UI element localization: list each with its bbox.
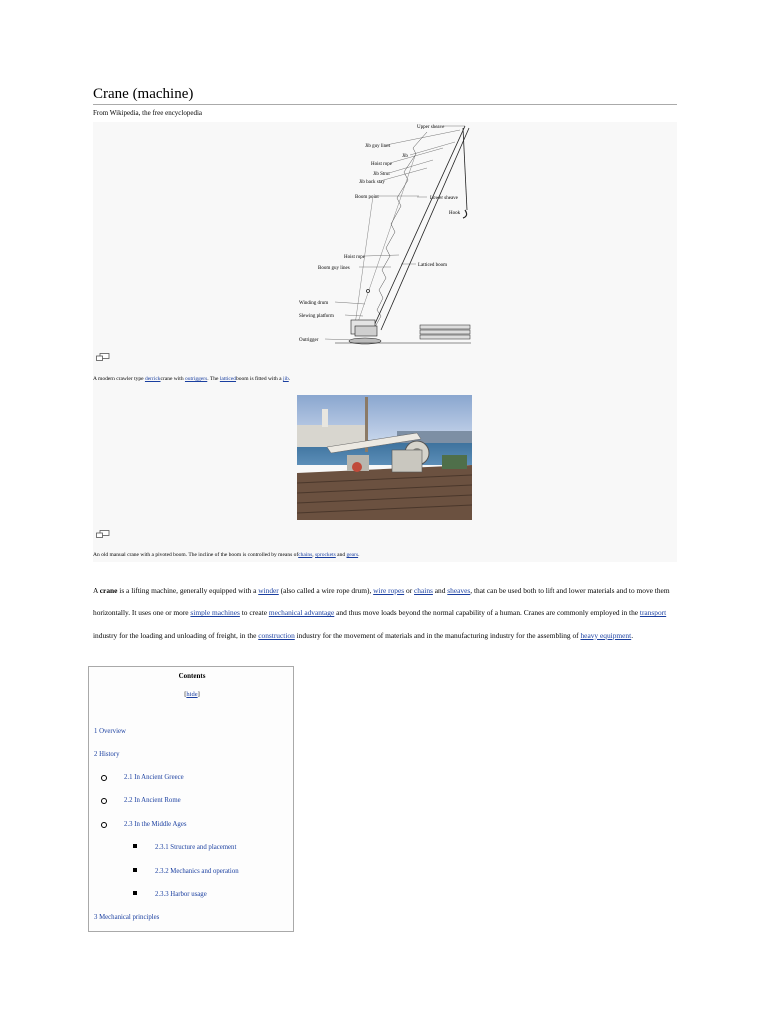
toc-hide-toggle: [hide] <box>184 691 200 698</box>
toc-item[interactable]: 2.3 In the Middle Ages <box>124 821 187 828</box>
link-chains-body[interactable]: chains <box>414 586 433 595</box>
diagram-label: Slewing platform <box>299 314 334 319</box>
diagram-label: Boom point <box>355 195 379 200</box>
diagram-label: Outrigger <box>299 338 319 343</box>
link-heavy-equipment[interactable]: heavy equipment <box>580 630 632 640</box>
diagram-label: Jib guy lines <box>365 144 391 149</box>
toc-item[interactable]: 2.1 In Ancient Greece <box>124 774 184 781</box>
link-wire-ropes[interactable]: wire ropes <box>373 586 405 595</box>
toc-item[interactable]: 2.3.3 Harbor usage <box>155 891 207 898</box>
diagram-label: Hoist rope <box>371 162 392 167</box>
bullet-square-icon <box>133 868 137 872</box>
link-jib[interactable]: jib <box>282 376 289 382</box>
intro-paragraph: A crane is a lifting machine, generally equipped with a winder (also called a wire rope drum), wire ropes or chains and sheaves, that can be used both to lift and lower materials and to move them horizontally. It uses one or more simple machines to create mechanical advantage and thus move loads beyond the normal capability of a human. Cranes are commonly employed in the transport industry for the loading and unloading of freight, in the construction industry for the movement of materials and in the manufacturing industry for the assembling of heavy equipment. <box>93 586 670 640</box>
crane-diagram <box>295 120 485 350</box>
diagram-label: Lower sheave <box>430 196 458 201</box>
diagram-label: Winding drum <box>299 301 329 306</box>
link-winder[interactable]: winder <box>258 586 279 595</box>
link-simple-machines[interactable]: simple machines <box>190 608 240 618</box>
link-latticed[interactable]: latticed <box>219 376 237 382</box>
diagram-label: Upper sheave <box>417 125 445 130</box>
toc-item[interactable]: 2 History <box>94 751 120 758</box>
diagram-label: Jib Strut <box>373 172 390 177</box>
bullet-square-icon <box>133 844 137 848</box>
page-title: Crane (machine) <box>93 86 194 102</box>
figure-caption-1: A modern crawler type derrickcrane with outriggers. The latticedboom is fitted with a jib. <box>93 376 291 382</box>
diagram-label: Boom guy lines <box>318 266 350 271</box>
toc-item[interactable]: 3 Mechanical principles <box>94 914 160 921</box>
link-sprockets[interactable]: sprockets <box>315 552 336 558</box>
link-sheaves[interactable]: sheaves <box>447 586 471 595</box>
magnify-clip-icon[interactable] <box>96 530 110 538</box>
diagram-label: Hook <box>449 211 461 216</box>
title-divider <box>93 104 677 105</box>
diagram-label: Jib back stay <box>359 180 385 185</box>
bullet-circle-icon <box>101 775 107 781</box>
link-derrick[interactable]: derrick <box>144 376 161 382</box>
toc-item[interactable]: 2.2 In Ancient Rome <box>124 797 181 804</box>
magnify-clip-icon[interactable] <box>96 353 110 361</box>
toc-hide-link[interactable]: hide <box>186 691 198 698</box>
table-of-contents <box>88 666 294 932</box>
diagram-label: Hoist rope <box>344 255 365 260</box>
page-subtitle: From Wikipedia, the free encyclopedia <box>93 109 203 117</box>
bullet-circle-icon <box>101 822 107 828</box>
toc-item[interactable]: 1 Overview <box>94 728 126 735</box>
crane-photo[interactable] <box>297 395 472 520</box>
link-outriggers[interactable]: outriggers <box>184 376 208 382</box>
term-crane: crane <box>99 586 118 595</box>
diagram-label: Jib <box>402 154 408 159</box>
bullet-circle-icon <box>101 798 107 804</box>
figure-caption-2: An old manual crane with a pivoted boom. The incline of the boom is controlled by means ofchains, sprockets and gears. <box>93 552 360 558</box>
diagram-label: Latticed boom <box>418 263 448 268</box>
bullet-square-icon <box>133 891 137 895</box>
toc-item[interactable]: 2.3.2 Mechanics and operation <box>155 868 239 875</box>
link-mechanical-advantage[interactable]: mechanical advantage <box>268 608 335 618</box>
link-transport[interactable]: transport <box>639 608 667 618</box>
toc-item[interactable]: 2.3.1 Structure and placement <box>155 844 237 851</box>
toc-title: Contents <box>178 672 206 680</box>
link-chains[interactable]: chains <box>298 552 313 558</box>
link-construction[interactable]: construction <box>258 630 295 640</box>
link-gears[interactable]: gears <box>346 552 359 558</box>
